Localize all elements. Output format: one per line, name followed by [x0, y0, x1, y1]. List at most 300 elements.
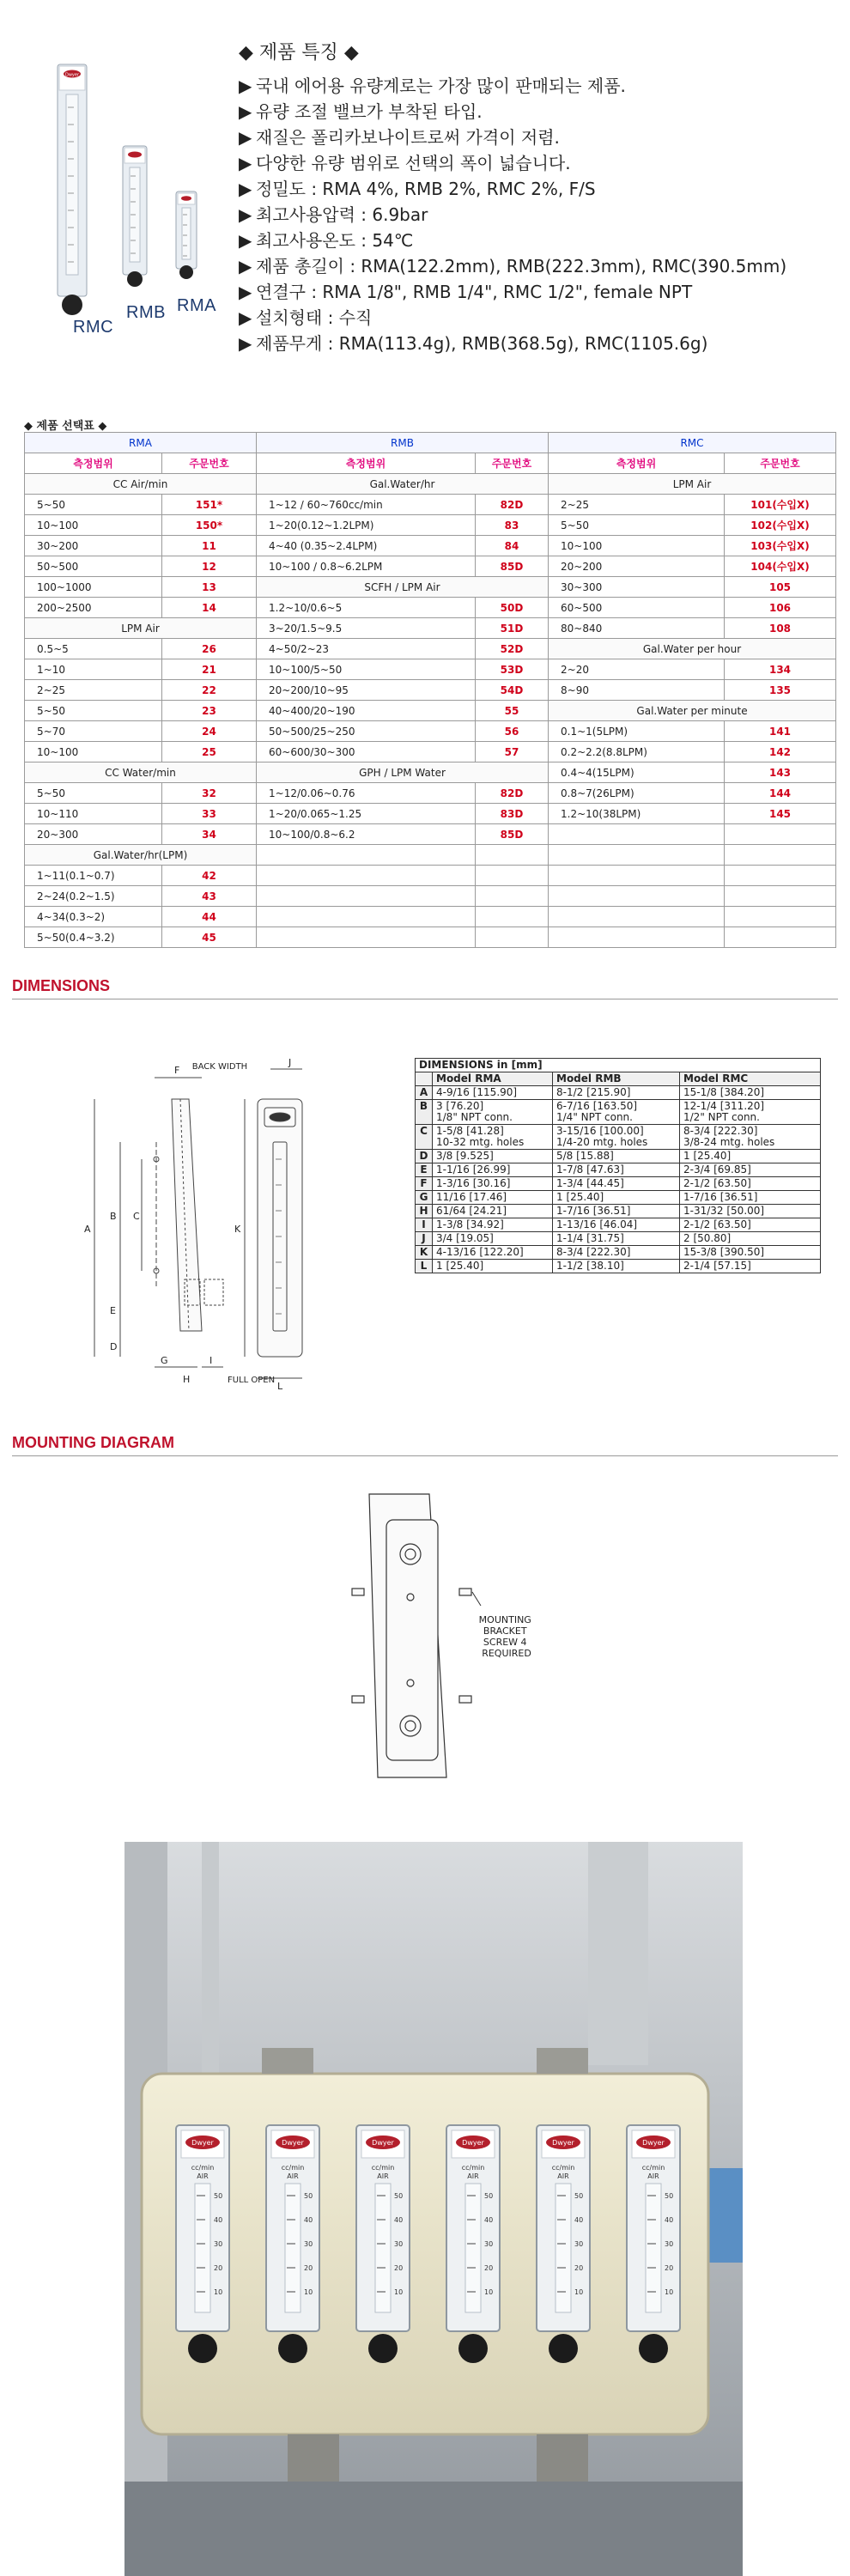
range-cell: 5~50 — [549, 515, 725, 536]
order-number-cell: 25 — [162, 742, 257, 762]
dimensions-row — [416, 1191, 821, 1205]
meter-unit: cc/min — [281, 2164, 305, 2172]
range-cell: 2~25 — [549, 495, 725, 515]
dimension-value: 1 [25.40] — [433, 1260, 553, 1273]
valve-knob-icon — [368, 2334, 398, 2363]
order-number-cell: 84 — [476, 536, 549, 556]
feature-text: 유량 조절 밸브가 부착된 타입. — [256, 101, 483, 122]
range-cell: 10~100/5~50 — [257, 659, 476, 680]
dimension-letter: B — [110, 1211, 117, 1222]
order-number-cell: 135 — [725, 680, 836, 701]
order-number-cell: 23 — [162, 701, 257, 721]
meter-unit: AIR — [467, 2172, 479, 2180]
dimension-value: 1-1/16 [26.99] — [433, 1163, 553, 1177]
order-number-cell: 34 — [162, 824, 257, 845]
range-cell: 5~50 — [25, 783, 162, 804]
range-cell: 0.8~7(26LPM) — [549, 783, 725, 804]
dimension-value: 1-1/4 [31.75] — [553, 1232, 680, 1246]
dimension-value: 1-7/8 [47.63] — [553, 1163, 680, 1177]
valve-knob-icon — [278, 2334, 307, 2363]
range-cell — [549, 845, 725, 866]
range-cell — [549, 866, 725, 886]
dimensions-row — [416, 1260, 821, 1273]
range-cell — [549, 824, 725, 845]
dimension-value: 6-7/16 [163.50] 1/4" NPT conn. — [553, 1100, 680, 1125]
dimension-value: 11/16 [17.46] — [433, 1191, 553, 1205]
feature-item — [239, 228, 840, 253]
scale-label: 30 — [304, 2240, 313, 2248]
table-row — [25, 474, 836, 495]
order-number-cell: 50D — [476, 598, 549, 618]
model-header-row — [25, 433, 836, 453]
scale-label: 50 — [574, 2192, 584, 2200]
range-cell: 1~12/0.06~0.76 — [257, 783, 476, 804]
order-number-cell: 103(수입X) — [725, 536, 836, 556]
meter-unit: AIR — [377, 2172, 389, 2180]
order-number-cell: 56 — [476, 721, 549, 742]
table-row — [25, 598, 836, 618]
meter-unit: cc/min — [551, 2164, 575, 2172]
dimension-letter: A — [84, 1224, 91, 1235]
installed-meter — [446, 2125, 500, 2363]
range-cell: 10~100 — [25, 515, 162, 536]
table-row — [25, 886, 836, 907]
range-cell: 30~300 — [549, 577, 725, 598]
group-header: LPM Air — [25, 618, 257, 639]
range-cell: 80~840 — [549, 618, 725, 639]
bullet-icon: ▶ — [239, 230, 252, 251]
order-number-cell: 85D — [476, 556, 549, 577]
rmc-brand: Dwyer — [64, 72, 80, 78]
order-number-cell: 11 — [162, 536, 257, 556]
range-cell: 10~100/0.8~6.2 — [257, 824, 476, 845]
dimension-value: 5/8 [15.88] — [553, 1150, 680, 1163]
order-number-cell: 141 — [725, 721, 836, 742]
order-number-cell: 52D — [476, 639, 549, 659]
dimension-value: 1-5/8 [41.28] 10-32 mtg. holes — [433, 1125, 553, 1150]
table-row — [25, 762, 836, 783]
order-header: 주문번호 — [476, 453, 549, 474]
order-number-cell: 24 — [162, 721, 257, 742]
order-number-cell: 142 — [725, 742, 836, 762]
valve-knob-icon — [188, 2334, 217, 2363]
valve-knob-icon — [639, 2334, 668, 2363]
table-row — [25, 721, 836, 742]
order-number-cell: 33 — [162, 804, 257, 824]
dimensions-row — [416, 1205, 821, 1218]
dimension-letter: I — [209, 1355, 213, 1366]
order-header: 주문번호 — [725, 453, 836, 474]
feature-item — [239, 176, 840, 202]
dimensions-row — [416, 1177, 821, 1191]
group-header: Gal.Water per minute — [549, 701, 836, 721]
scale-label: 30 — [574, 2240, 584, 2248]
dimension-value: 8-3/4 [222.30] 3/8-24 mtg. holes — [680, 1125, 821, 1150]
bullet-icon: ▶ — [239, 76, 252, 96]
feature-item — [239, 73, 840, 99]
order-number-cell: 108 — [725, 618, 836, 639]
scale-label: 40 — [304, 2216, 313, 2224]
installed-meter — [537, 2125, 590, 2363]
model-name: RMC — [549, 433, 836, 453]
order-number-cell — [476, 845, 549, 866]
table-row — [25, 701, 836, 721]
valve-knob-icon — [458, 2334, 488, 2363]
range-cell: 10~100 / 0.8~6.2LPM — [257, 556, 476, 577]
range-cell: 2~24(0.2~1.5) — [25, 886, 162, 907]
dimension-value: 61/64 [24.21] — [433, 1205, 553, 1218]
dimensions-row — [416, 1100, 821, 1125]
meter-unit: cc/min — [371, 2164, 395, 2172]
mounting-drawing — [318, 1468, 558, 1812]
scale-label: 20 — [484, 2264, 494, 2272]
range-cell: 1.2~10/0.6~5 — [257, 598, 476, 618]
feature-text: 설치형태 : 수직 — [256, 307, 373, 328]
order-number-cell: 26 — [162, 639, 257, 659]
dimensions-caption-row — [416, 1059, 821, 1072]
group-header: SCFH / LPM Air — [257, 577, 549, 598]
scale-label: 10 — [304, 2288, 313, 2296]
group-header: Gal.Water/hr — [257, 474, 549, 495]
feature-items — [239, 73, 840, 356]
table-row — [25, 577, 836, 598]
dimension-letter: J — [288, 1057, 292, 1068]
order-number-cell: 150* — [162, 515, 257, 536]
selection-table-title: ◆ 제품 선택표 ◆ — [24, 420, 107, 433]
dimension-value: 1-7/16 [36.51] — [680, 1191, 821, 1205]
order-number-cell: 12 — [162, 556, 257, 577]
order-number-cell: 54D — [476, 680, 549, 701]
order-number-cell: 104(수입X) — [725, 556, 836, 577]
rma-label: RMA — [177, 296, 216, 315]
table-row — [25, 783, 836, 804]
dimensions-header-row — [416, 1072, 821, 1086]
range-cell: 60~500 — [549, 598, 725, 618]
scale-label: 20 — [394, 2264, 404, 2272]
dimension-value: 1-31/32 [50.00] — [680, 1205, 821, 1218]
range-cell: 50~500 — [25, 556, 162, 577]
order-number-cell: 57 — [476, 742, 549, 762]
scale-label: 20 — [214, 2264, 223, 2272]
table-row — [25, 680, 836, 701]
dimension-value: 3 [76.20] 1/8" NPT conn. — [433, 1100, 553, 1125]
dimension-key: G — [416, 1191, 433, 1205]
dimension-key: B — [416, 1100, 433, 1125]
range-cell: 30~200 — [25, 536, 162, 556]
dimension-letter: F — [174, 1065, 180, 1076]
feature-item — [239, 99, 840, 125]
order-number-cell: 106 — [725, 598, 836, 618]
installation-photo — [124, 1842, 743, 2576]
installed-meter — [627, 2125, 680, 2363]
dimension-drawing — [60, 1048, 378, 1391]
dimension-letter: K — [234, 1224, 241, 1235]
order-number-cell: 51D — [476, 618, 549, 639]
scale-label: 20 — [665, 2264, 674, 2272]
order-number-cell: 42 — [162, 866, 257, 886]
installed-meter — [356, 2125, 410, 2363]
dimensions-row — [416, 1246, 821, 1260]
order-number-cell: 43 — [162, 886, 257, 907]
range-cell — [257, 886, 476, 907]
order-number-cell — [476, 927, 549, 948]
meter-unit: AIR — [557, 2172, 569, 2180]
feature-text: 정밀도 : RMA 4%, RMB 2%, RMC 2%, F/S — [256, 179, 596, 199]
range-header: 측정범위 — [549, 453, 725, 474]
dimension-key: F — [416, 1177, 433, 1191]
dimensions-header: Model RMB — [553, 1072, 680, 1086]
rmc-label: RMC — [73, 318, 114, 337]
dimension-letter: H — [183, 1374, 191, 1385]
dimensions-section-title: DIMENSIONS — [12, 977, 111, 994]
range-cell: 20~200 — [549, 556, 725, 577]
scale-label: 10 — [484, 2288, 494, 2296]
dimension-value: 2-1/4 [57.15] — [680, 1260, 821, 1273]
order-number-cell — [476, 866, 549, 886]
feature-item — [239, 305, 840, 331]
dimension-letter: G — [161, 1355, 168, 1366]
dimensions-row — [416, 1150, 821, 1163]
dimension-letter: L — [277, 1381, 283, 1391]
bullet-icon: ▶ — [239, 204, 252, 225]
order-number-cell — [725, 866, 836, 886]
feature-text: 최고사용온도 : 54℃ — [256, 230, 414, 251]
scale-label: 10 — [574, 2288, 584, 2296]
dimension-value: 15-1/8 [384.20] — [680, 1086, 821, 1100]
order-number-cell: 55 — [476, 701, 549, 721]
dimension-value: 1 [25.40] — [553, 1191, 680, 1205]
mounting-section-title: MOUNTING DIAGRAM — [12, 1434, 174, 1451]
table-row — [25, 742, 836, 762]
range-cell: 1.2~10(38LPM) — [549, 804, 725, 824]
dimension-value: 2 [50.80] — [680, 1232, 821, 1246]
range-cell: 100~1000 — [25, 577, 162, 598]
range-cell: 3~20/1.5~9.5 — [257, 618, 476, 639]
dimension-value: 1 [25.40] — [680, 1150, 821, 1163]
range-cell — [257, 866, 476, 886]
feature-text: 연결구 : RMA 1/8", RMB 1/4", RMC 1/2", female NPT — [256, 282, 693, 302]
scale-label: 20 — [574, 2264, 584, 2272]
feature-item — [239, 279, 840, 305]
range-cell: 20~300 — [25, 824, 162, 845]
section-divider — [12, 1455, 838, 1456]
bullet-icon: ▶ — [239, 333, 252, 354]
features-title: ◆ 제품 특징 ◆ — [239, 42, 359, 64]
table-row — [25, 845, 836, 866]
order-number-cell — [725, 824, 836, 845]
meter-unit: cc/min — [191, 2164, 215, 2172]
scale-label: 30 — [394, 2240, 404, 2248]
range-cell: 10~100 — [549, 536, 725, 556]
meter-unit: AIR — [197, 2172, 209, 2180]
rmb-label: RMB — [126, 303, 166, 322]
bullet-icon: ▶ — [239, 127, 252, 148]
range-cell: 0.2~2.2(8.8LPM) — [549, 742, 725, 762]
feature-text: 최고사용압력 : 6.9bar — [256, 204, 428, 225]
product-photo — [47, 47, 232, 331]
bullet-icon: ▶ — [239, 256, 252, 276]
range-cell: 20~200/10~95 — [257, 680, 476, 701]
dimensions-table — [415, 1058, 821, 1273]
order-number-cell: 32 — [162, 783, 257, 804]
dimension-letter: D — [110, 1341, 118, 1352]
group-header: GPH / LPM Water — [257, 762, 549, 783]
dimension-key: K — [416, 1246, 433, 1260]
full-open-label: FULL OPEN — [228, 1376, 276, 1385]
features-section — [0, 0, 850, 404]
range-cell: 4~34(0.3~2) — [25, 907, 162, 927]
rma-meter-image — [176, 191, 197, 279]
meter-brand: Dwyer — [642, 2139, 665, 2147]
dimension-key: L — [416, 1260, 433, 1273]
range-cell: 5~50 — [25, 495, 162, 515]
feature-text: 제품 총길이 : RMA(122.2mm), RMB(222.3mm), RMC(390.5mm) — [256, 256, 787, 276]
order-number-cell: 143 — [725, 762, 836, 783]
range-cell: 2~20 — [549, 659, 725, 680]
bullet-icon: ▶ — [239, 307, 252, 328]
table-row — [25, 804, 836, 824]
range-cell: 5~50(0.4~3.2) — [25, 927, 162, 948]
group-header: Gal.Water/hr(LPM) — [25, 845, 257, 866]
dimensions-row — [416, 1218, 821, 1232]
range-cell — [549, 907, 725, 927]
dimension-value: 1-3/4 [44.45] — [553, 1177, 680, 1191]
order-number-cell: 44 — [162, 907, 257, 927]
order-number-cell: 22 — [162, 680, 257, 701]
range-cell: 10~100 — [25, 742, 162, 762]
order-number-cell: 13 — [162, 577, 257, 598]
scale-label: 30 — [484, 2240, 494, 2248]
dimension-key: A — [416, 1086, 433, 1100]
feature-item — [239, 202, 840, 228]
range-cell: 5~70 — [25, 721, 162, 742]
order-number-cell: 14 — [162, 598, 257, 618]
range-header: 측정범위 — [257, 453, 476, 474]
scale-label: 20 — [304, 2264, 313, 2272]
feature-item — [239, 331, 840, 356]
dimension-key: C — [416, 1125, 433, 1150]
dimension-key: H — [416, 1205, 433, 1218]
range-cell — [549, 886, 725, 907]
table-row — [25, 907, 836, 927]
feature-text: 재질은 폴리카보나이트로써 가격이 저렴. — [256, 127, 560, 148]
installed-meter — [176, 2125, 229, 2363]
scale-label: 10 — [665, 2288, 674, 2296]
bullet-icon: ▶ — [239, 153, 252, 173]
meter-brand: Dwyer — [552, 2139, 574, 2147]
range-cell: 5~50 — [25, 701, 162, 721]
dimensions-row — [416, 1125, 821, 1150]
order-number-cell — [476, 907, 549, 927]
range-cell: 1~20(0.12~1.2LPM) — [257, 515, 476, 536]
scale-label: 50 — [394, 2192, 404, 2200]
dimensions-row — [416, 1232, 821, 1246]
scale-label: 40 — [484, 2216, 494, 2224]
feature-text: 국내 에어용 유량계로는 가장 많이 판매되는 제품. — [256, 76, 626, 96]
meter-unit: AIR — [647, 2172, 659, 2180]
range-cell: 200~2500 — [25, 598, 162, 618]
dimension-value: 4-13/16 [122.20] — [433, 1246, 553, 1260]
scale-label: 40 — [665, 2216, 674, 2224]
dimensions-caption: DIMENSIONS in [mm] — [416, 1059, 821, 1072]
group-header: Gal.Water per hour — [549, 639, 836, 659]
scale-label: 30 — [214, 2240, 223, 2248]
model-name: RMA — [25, 433, 257, 453]
group-header: CC Air/min — [25, 474, 257, 495]
dimensions-header: Model RMC — [680, 1072, 821, 1086]
bullet-icon: ▶ — [239, 179, 252, 199]
order-number-cell: 21 — [162, 659, 257, 680]
dimension-value: 15-3/8 [390.50] — [680, 1246, 821, 1260]
installed-meter — [266, 2125, 319, 2363]
range-cell — [549, 927, 725, 948]
model-name: RMB — [257, 433, 549, 453]
range-cell: 4~50/2~23 — [257, 639, 476, 659]
order-number-cell — [476, 886, 549, 907]
order-number-cell — [725, 845, 836, 866]
dimension-key: E — [416, 1163, 433, 1177]
dimension-value: 8-1/2 [215.90] — [553, 1086, 680, 1100]
group-header: CC Water/min — [25, 762, 257, 783]
bullet-icon: ▶ — [239, 282, 252, 302]
range-cell — [257, 907, 476, 927]
scale-label: 50 — [484, 2192, 494, 2200]
scale-label: 40 — [574, 2216, 584, 2224]
table-row — [25, 866, 836, 886]
meter-unit: cc/min — [461, 2164, 485, 2172]
dimension-key: I — [416, 1218, 433, 1232]
meter-brand: Dwyer — [372, 2139, 394, 2147]
range-cell: 10~110 — [25, 804, 162, 824]
range-cell: 50~500/25~250 — [257, 721, 476, 742]
order-number-cell — [725, 907, 836, 927]
scale-label: 50 — [214, 2192, 223, 2200]
dimension-value: 1-7/16 [36.51] — [553, 1205, 680, 1218]
feature-item — [239, 125, 840, 150]
scale-label: 40 — [394, 2216, 404, 2224]
dimension-value: 1-13/16 [46.04] — [553, 1218, 680, 1232]
dimension-value: 3/8 [9.525] — [433, 1150, 553, 1163]
range-cell: 1~12 / 60~760cc/min — [257, 495, 476, 515]
order-number-cell: 105 — [725, 577, 836, 598]
range-cell: 1~10 — [25, 659, 162, 680]
order-number-cell: 145 — [725, 804, 836, 824]
table-row — [25, 659, 836, 680]
range-cell: 0.4~4(15LPM) — [549, 762, 725, 783]
range-cell: 40~400/20~190 — [257, 701, 476, 721]
range-cell: 1~20/0.065~1.25 — [257, 804, 476, 824]
scale-label: 50 — [304, 2192, 313, 2200]
rmc-meter-image — [58, 64, 87, 315]
group-header: LPM Air — [549, 474, 836, 495]
order-number-cell: 45 — [162, 927, 257, 948]
feature-item — [239, 150, 840, 176]
dimensions-header — [416, 1072, 433, 1086]
dimensions-header: Model RMA — [433, 1072, 553, 1086]
meter-unit: cc/min — [641, 2164, 665, 2172]
table-row — [25, 556, 836, 577]
dimension-key: D — [416, 1150, 433, 1163]
range-cell: 0.5~5 — [25, 639, 162, 659]
dimension-value: 8-3/4 [222.30] — [553, 1246, 680, 1260]
range-header: 측정범위 — [25, 453, 162, 474]
meter-brand: Dwyer — [282, 2139, 304, 2147]
table-row — [25, 927, 836, 948]
order-number-cell: 83 — [476, 515, 549, 536]
order-number-cell — [725, 886, 836, 907]
order-header: 주문번호 — [162, 453, 257, 474]
order-number-cell: 82D — [476, 783, 549, 804]
